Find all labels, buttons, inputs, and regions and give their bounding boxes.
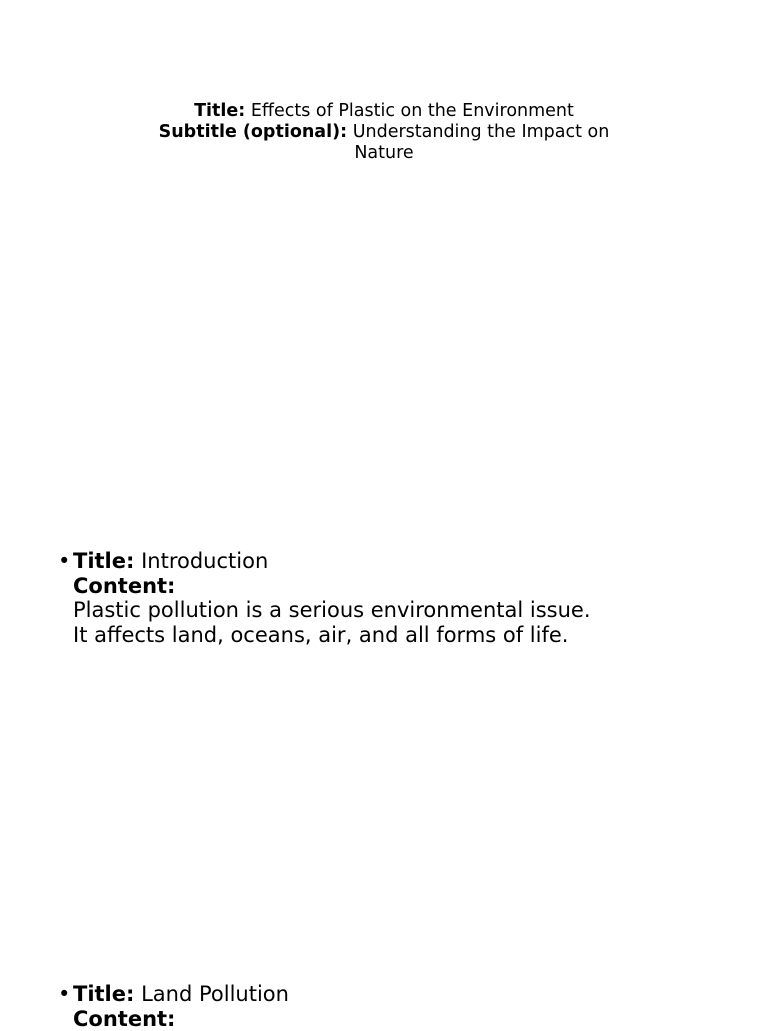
content-label: Content:: [73, 1007, 748, 1031]
content-line: It affects land, oceans, air, and all forms of life.: [73, 623, 748, 648]
document-subtitle: [134, 122, 634, 164]
bullet-marker: •: [58, 982, 70, 1007]
slide-title-row: [73, 549, 748, 574]
slide-title-row: [73, 982, 748, 1007]
slide-item-body: [73, 549, 748, 647]
slide-item-introduction: [58, 549, 748, 647]
title-text: Effects of Plastic on the Environment: [251, 101, 574, 121]
content-label: Content:: [73, 574, 748, 599]
slide-title: Land Pollution: [141, 982, 289, 1006]
slide-title-label: Title:: [73, 549, 134, 573]
bullet-marker: •: [58, 549, 70, 574]
document-header: [0, 101, 768, 164]
subtitle-label: Subtitle (optional):: [159, 122, 347, 142]
subtitle-text: Understanding the Impact on Nature: [353, 122, 610, 163]
slide-title-label: Title:: [73, 982, 134, 1006]
slide-title: Introduction: [141, 549, 268, 573]
content-line: Plastic pollution is a serious environmental issue.: [73, 598, 748, 623]
title-label: Title:: [194, 101, 245, 121]
document-title: [0, 101, 768, 122]
